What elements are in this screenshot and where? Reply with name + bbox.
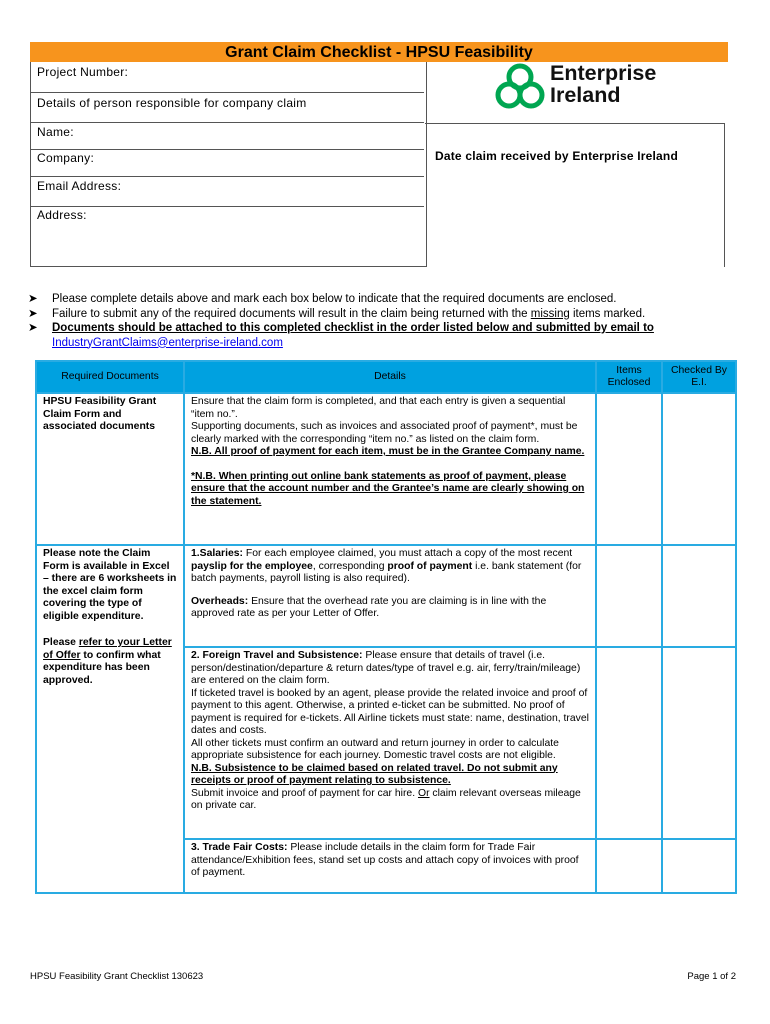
page-title: Grant Claim Checklist - HPSU Feasibility: [30, 42, 728, 62]
trefoil-logo-icon: [494, 62, 546, 112]
email-field[interactable]: Email Address:: [30, 177, 424, 207]
details-cell: 3. Trade Fair Costs: Please include details in the claim form for Trade Fair attendance/Exhibition fees, stand set up costs and attach copy of invoices with proof of payment.: [184, 839, 596, 893]
date-received-box: [425, 123, 725, 267]
date-received-label: Date claim received by Enterprise Ireland: [435, 149, 678, 163]
checked-by-ei-checkbox[interactable]: [662, 545, 736, 647]
items-enclosed-checkbox[interactable]: [596, 393, 662, 545]
company-field[interactable]: Company:: [30, 150, 424, 177]
checked-by-ei-checkbox[interactable]: [662, 839, 736, 893]
instruction-3: Documents should be attached to this completed checklist in the order listed below and submitted by email to: [52, 322, 654, 334]
items-enclosed-checkbox[interactable]: [596, 545, 662, 647]
details-cell: 2. Foreign Travel and Subsistence: Please ensure that details of travel (i.e. person/destination/departure & return dates/type of travel e.g. air, ferry/train/mileage) are entered on the claim form. If ticketed travel is booked by an agent, please provide the related invoice and proof of payment to this agent. Otherwise, a printed e-ticket can be submitted. No proof of payment is required for e-tickets. All Airline tickets must state: name, destination, travel dates and costs. All other tickets must confirm an outward and return journey in order to calculate appropriate subsistence for each journey. Domestic travel costs are not eligible. N.B. Subsistence to be claimed based on related travel. Do not submit any receipts or proof of payment relating to subsistence. Submit invoice and proof of payment for car hire. Or claim relevant overseas mileage on private car.: [184, 647, 596, 839]
logo-text-enterprise: Enterprise: [550, 61, 657, 85]
table-row: [36, 393, 736, 545]
details-heading: Details of person responsible for company claim: [30, 93, 424, 123]
enterprise-ireland-logo: [494, 62, 694, 112]
details-cell: 1.Salaries: For each employee claimed, you must attach a copy of the most recent payslip for the employee, corresponding proof of payment i.e. bank statement (for batch payments, payroll listing is also required). Overheads: Ensure that the overhead rate you are claiming is in line with the approved rate as per your Letter of Offer.: [184, 545, 596, 647]
instruction-1: Please complete details above and mark each box below to indicate that the required documents are enclosed.: [52, 293, 617, 305]
instruction-2: Failure to submit any of the required documents will result in the claim being returned with the missing items marked.: [52, 307, 646, 320]
footer-page-number: Page 1 of 2: [687, 971, 736, 982]
arrow-bullet-icon: ➤: [28, 293, 38, 305]
col-required-documents: Required Documents: [36, 361, 184, 393]
col-checked-by-ei: Checked By E.I.: [662, 361, 736, 393]
checked-by-ei-checkbox[interactable]: [662, 393, 736, 545]
col-details: Details: [184, 361, 596, 393]
arrow-bullet-icon: ➤: [28, 307, 38, 320]
details-cell: Ensure that the claim form is completed, and that each entry is given a sequential “item no.”. Supporting documents, such as invoices and associated proof of payment*, must be clearly marked with the corresponding “item no.” as listed on the claim form. N.B. All proof of payment for each item, must be in the Grantee Company name. *N.B. When printing out online bank statements as proof of payment, please ensure that the account number and the Grantee’s name are clearly showing on the statement.: [184, 393, 596, 545]
arrow-bullet-icon: ➤: [28, 322, 38, 334]
instructions: [28, 292, 748, 350]
name-field[interactable]: Name:: [30, 123, 424, 150]
checked-by-ei-checkbox[interactable]: [662, 647, 736, 839]
submission-email-link[interactable]: IndustryGrantClaims@enterprise-ireland.com: [52, 336, 283, 349]
table-row: [36, 545, 736, 647]
required-doc-cell: Please note the Claim Form is available in Excel – there are 6 worksheets in the excel claim form covering the type of eligible expenditure. Please refer to your Letter of Offer to confirm what expenditure has been approved.: [36, 545, 184, 893]
project-number-field[interactable]: Project Number:: [30, 62, 424, 93]
required-doc-cell: HPSU Feasibility Grant Claim Form and associated documents: [36, 393, 184, 545]
table-header-row: [36, 361, 736, 393]
checklist-table: [35, 360, 737, 894]
logo-text-ireland: Ireland: [550, 83, 621, 107]
col-items-enclosed: Items Enclosed: [596, 361, 662, 393]
footer-document-ref: HPSU Feasibility Grant Checklist 130623: [30, 971, 204, 982]
items-enclosed-checkbox[interactable]: [596, 839, 662, 893]
items-enclosed-checkbox[interactable]: [596, 647, 662, 839]
address-field[interactable]: Address:: [37, 208, 87, 222]
